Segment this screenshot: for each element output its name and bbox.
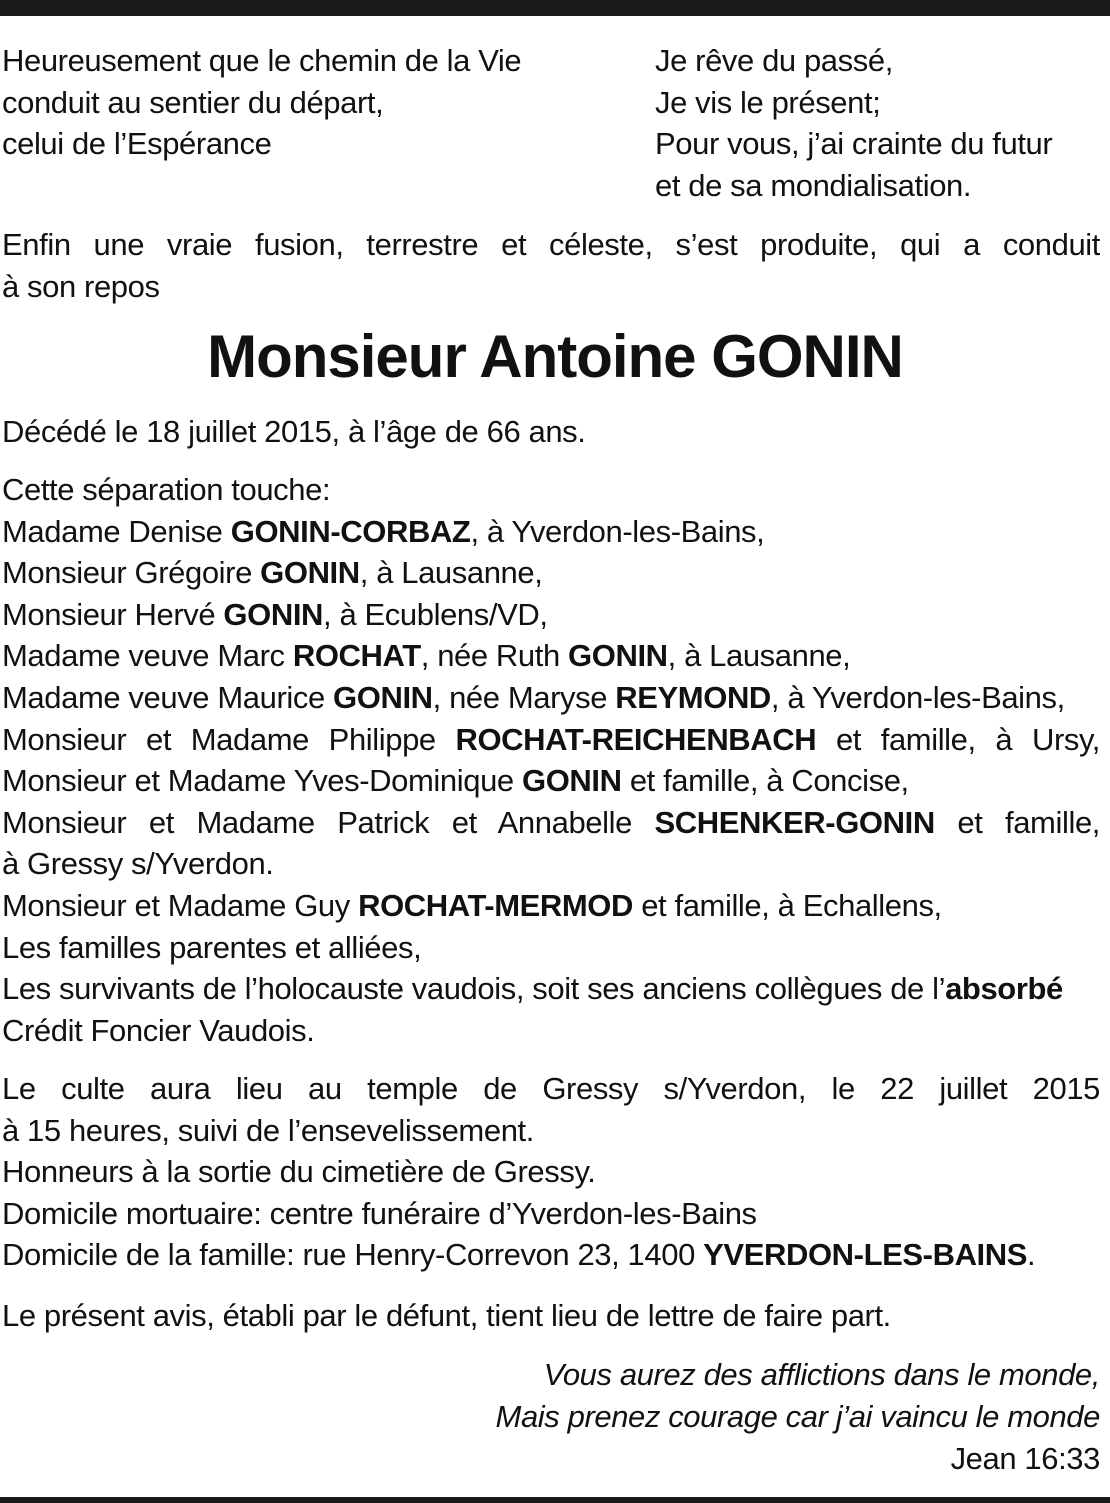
text-segment: . (1027, 1237, 1036, 1273)
surname: YVERDON-LES-BAINS (703, 1237, 1028, 1273)
text-segment: Madame veuve Marc (2, 638, 293, 674)
text-segment: Madame Denise (2, 513, 231, 549)
poem-left (2, 40, 521, 165)
family-list (2, 469, 1100, 1051)
text-segment: à Gressy s/Yverdon. (2, 846, 274, 882)
text-segment: , à Lausanne, (667, 638, 851, 674)
text-segment: à 15 heures, suivi de l’ensevelissement. (2, 1112, 534, 1148)
poem-line: Pour vous, j’ai crainte du futur (655, 126, 1053, 162)
family-line (2, 885, 1100, 927)
text-segment: , à Yverdon-les-Bains, (470, 513, 765, 549)
bottom-rule (0, 1497, 1110, 1503)
verse-line: Vous aurez des afflictions dans le monde, (543, 1357, 1100, 1392)
family-line (2, 1010, 1100, 1052)
text-segment: et famille, à Ursy, (816, 721, 1100, 757)
family-line (2, 635, 1100, 677)
text-segment: Monsieur Hervé (2, 596, 224, 632)
text-segment: , à Lausanne, (359, 555, 543, 591)
poem-line: Je vis le présent; (655, 84, 881, 120)
text-segment: Madame veuve Maurice (2, 679, 334, 715)
surname: ROCHAT-MERMOD (358, 887, 633, 923)
text-segment: , à Yverdon-les-Bains, (770, 679, 1065, 715)
closing-notice (2, 1295, 1100, 1337)
family-line (2, 469, 1100, 511)
text-segment: et famille, à Echallens, (633, 887, 942, 923)
service-line (2, 1068, 1100, 1110)
text-segment: Domicile de la famille: rue Henry-Correvon 23, 1400 (2, 1237, 704, 1273)
surname: GONIN (333, 679, 433, 715)
service-line (2, 1151, 1100, 1193)
text-segment: Honneurs à la sortie du cimetière de Gressy. (2, 1154, 596, 1190)
text-segment: Domicile mortuaire: centre funéraire d’Yverdon-les-Bains (2, 1195, 757, 1231)
text-segment: Les survivants de l’holocauste vaudois, soit ses anciens collègues de l’ (2, 971, 946, 1007)
verse-reference-text: Jean 16:33 (950, 1441, 1100, 1476)
family-line (2, 927, 1100, 969)
family-line (2, 594, 1100, 636)
text-segment: et famille, (934, 804, 1100, 840)
text-segment: Monsieur et Madame Patrick et Annabelle (2, 804, 655, 840)
family-line (2, 677, 1100, 719)
intro-line: Enfin une vraie fusion, terrestre et céleste, s’est produite, qui a conduit (2, 227, 1100, 262)
family-line (2, 719, 1100, 761)
family-line (2, 511, 1100, 553)
surname: ROCHAT (292, 638, 421, 674)
family-line (2, 760, 1100, 802)
deceased-name: Monsieur Antoine GONIN (207, 323, 903, 390)
surname: GONIN-CORBAZ (230, 513, 471, 549)
text-segment: Cette séparation touche: (2, 472, 331, 507)
death-notice-text: Décédé le 18 juillet 2015, à l’âge de 66 ans. (2, 414, 586, 449)
text-segment: Monsieur et Madame Philippe (2, 721, 456, 757)
top-rule (0, 0, 1110, 16)
surname: absorbé (945, 971, 1063, 1007)
bible-verse (2, 1354, 1100, 1437)
text-segment: Monsieur et Madame Yves-Dominique (2, 763, 522, 799)
family-line (2, 552, 1100, 594)
poem-right (655, 40, 1052, 206)
text-segment: , à Ecublens/VD, (323, 596, 548, 632)
surname: GONIN (568, 638, 668, 674)
verse-line: Mais prenez courage car j’ai vaincu le monde (495, 1398, 1100, 1434)
text-segment: et famille, à Concise, (621, 763, 909, 799)
family-line (2, 802, 1100, 844)
poem-line: et de sa mondialisation. (655, 167, 972, 203)
service-line (2, 1193, 1100, 1235)
text-segment: Crédit Foncier Vaudois. (2, 1012, 315, 1048)
text-segment: Monsieur Grégoire (2, 555, 261, 591)
family-line (2, 843, 1100, 885)
intro-line: à son repos (2, 268, 160, 304)
poem-line: Heureusement que le chemin de la Vie (2, 43, 522, 78)
surname: GONIN (521, 763, 622, 799)
verse-reference (2, 1438, 1100, 1480)
text-segment: Les familles parentes et alliées, (2, 929, 422, 965)
poem-line: conduit au sentier du départ, (2, 84, 384, 120)
service-info (2, 1068, 1100, 1276)
intro-paragraph (2, 224, 1100, 307)
surname: ROCHAT-REICHENBACH (455, 721, 817, 757)
surname: GONIN (223, 596, 324, 632)
death-notice (2, 411, 1100, 453)
service-line (2, 1110, 1100, 1152)
closing-text: Le présent avis, établi par le défunt, tient lieu de lettre de faire part. (2, 1298, 891, 1333)
surname: REYMOND (615, 679, 771, 715)
surname: SCHENKER-GONIN (654, 804, 935, 840)
text-segment: , née Maryse (432, 679, 616, 715)
family-line (2, 968, 1100, 1010)
text-segment: Le culte aura lieu au temple de Gressy s/Yverdon, le 22 juillet 2015 (2, 1071, 1100, 1106)
text-segment: Monsieur et Madame Guy (2, 887, 359, 923)
text-segment: , née Ruth (420, 638, 569, 674)
poem-line: celui de l’Espérance (2, 126, 272, 162)
service-line (2, 1234, 1100, 1276)
poem-line: Je rêve du passé, (655, 43, 893, 78)
surname: GONIN (260, 555, 360, 591)
